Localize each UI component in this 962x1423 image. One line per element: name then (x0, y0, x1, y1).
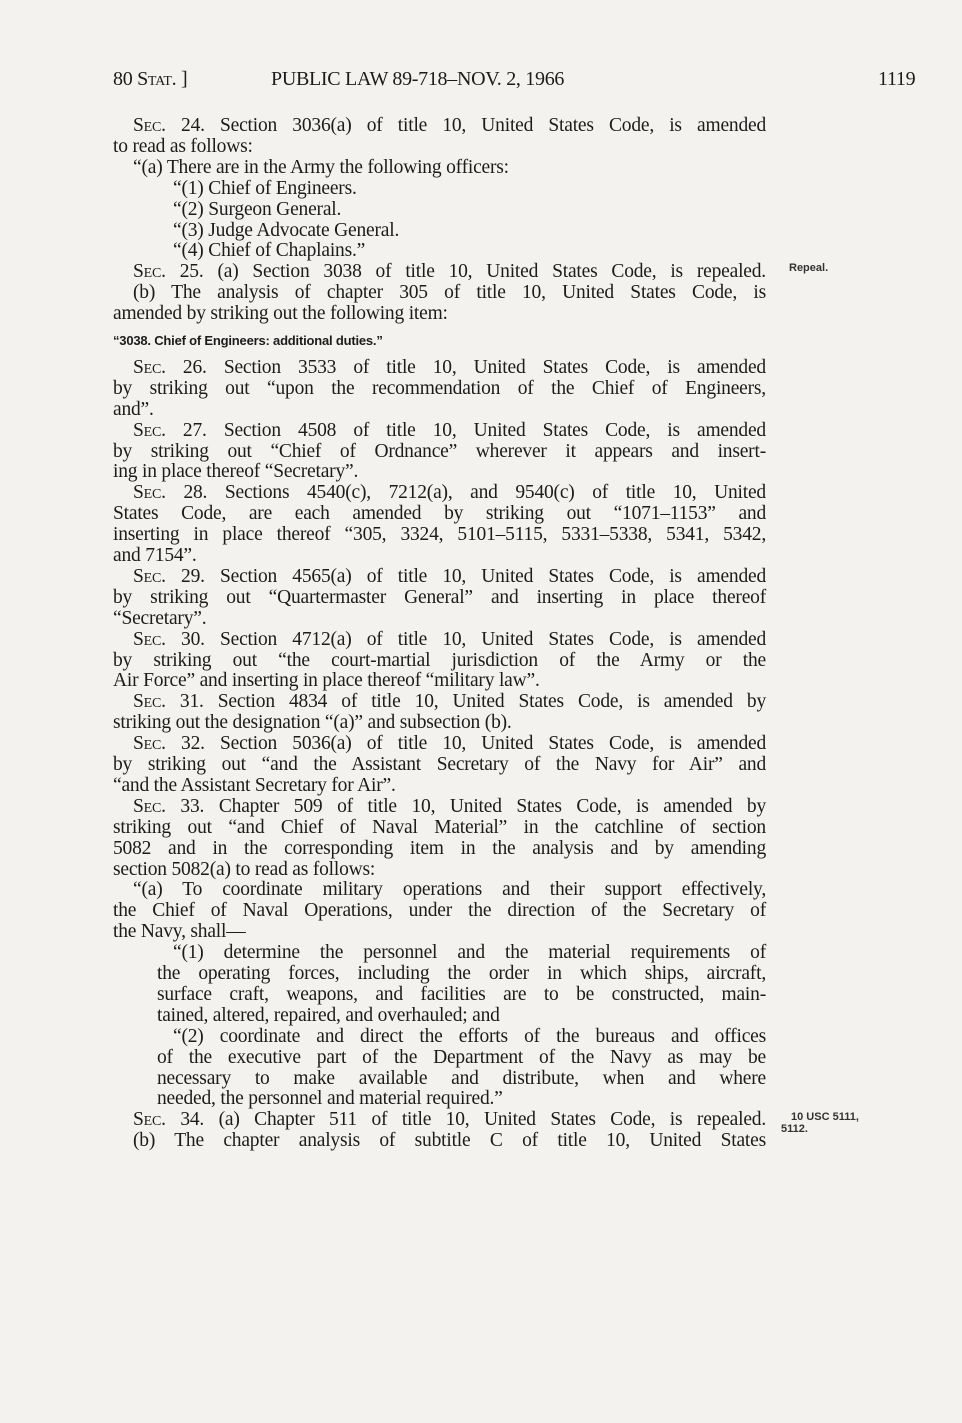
text-line (133, 282, 766, 304)
page-number: 1119 (878, 68, 916, 90)
running-header-left (113, 68, 187, 91)
line-text: “(1) Chief of Engineers. (173, 177, 357, 199)
line-text: of the executive part of the Department of the Navy as may be (157, 1046, 766, 1068)
line-text: striking out “and Chief of Naval Material” in the catchline of section (113, 816, 766, 838)
text-line (113, 378, 766, 400)
line-text: inserting in place thereof “305, 3324, 5101–5115, 5331–5338, 5341, 5342, (113, 524, 766, 546)
text-line (133, 566, 766, 588)
line-text: (b) The chapter analysis of subtitle C of title 10, United States (133, 1130, 766, 1152)
line-text: “(a) There are in the Army the following officers: (133, 156, 509, 178)
margin-note-usc-line2: 5112. (781, 1123, 808, 1135)
line-text: by striking out “the court-martial jurisdiction of the Army or the (113, 649, 766, 671)
line-text: Section 3533 of title 10, United States Code, is amended (206, 356, 766, 378)
text-line (133, 879, 766, 901)
text-line (157, 1047, 766, 1069)
running-header-title: PUBLIC LAW 89-718–NOV. 2, 1966 (271, 68, 565, 90)
margin-note-repeal: Repeal. (789, 262, 829, 274)
text-line (113, 303, 448, 325)
line-text: surface craft, weapons, and facilities are to be constructed, main- (157, 983, 766, 1005)
text-line (113, 817, 766, 839)
line-text: Section 3036(a) of title 10, United States Code, is amended (204, 115, 767, 136)
text-line (113, 545, 197, 567)
line-text: by striking out “Chief of Ordnance” wherever it appears and insert- (113, 440, 766, 462)
volume-number: 80 (113, 68, 133, 90)
line-text: striking out the designation “(a)” and subsection (b). (113, 712, 512, 734)
text-line (113, 587, 766, 609)
text-line (173, 240, 365, 262)
line-text: Sections 4540(c), 7212(a), and 9540(c) of title 10, United (207, 482, 766, 504)
line-text: “(1) determine the personnel and the material requirements of (173, 942, 766, 964)
text-line (173, 199, 341, 221)
text-line (157, 1005, 500, 1027)
text-line (133, 115, 766, 137)
text-line (113, 399, 154, 421)
text-line (133, 691, 766, 713)
line-text: Section 4712(a) of title 10, United States Code, is amended (204, 628, 767, 650)
line-text: (a) Section 3038 of title 10, United States Code, is repealed. (203, 261, 766, 283)
line-text: Section 5036(a) of title 10, United States Code, is amended (204, 733, 767, 755)
text-line (113, 900, 766, 922)
text-line (173, 1026, 766, 1048)
text-line (133, 261, 766, 283)
line-text: tained, altered, repaired, and overhauled; and (157, 1004, 500, 1026)
line-text: ing in place thereof “Secretary”. (113, 461, 359, 483)
text-line (157, 1068, 766, 1090)
text-line (133, 796, 766, 818)
text-line (133, 420, 766, 442)
section-label: Sec. 25. (133, 261, 204, 283)
text-line (133, 482, 766, 504)
section-label: Sec. 33. (133, 795, 205, 817)
text-line (173, 220, 399, 242)
line-text: to read as follows: (113, 135, 253, 157)
section-label: Sec. 28. (133, 482, 208, 504)
text-line (173, 942, 766, 964)
line-text: 5082 and in the corresponding item in the analysis and by amending (113, 837, 766, 859)
text-line (113, 775, 396, 797)
text-line (113, 608, 206, 630)
text-line (157, 984, 766, 1006)
line-text: “3038. Chief of Engineers: additional duties.” (113, 333, 383, 348)
text-line (113, 503, 766, 525)
section-label: Sec. 27. (133, 419, 207, 441)
line-text: needed, the personnel and material required.” (157, 1088, 503, 1110)
line-text: “(2) Surgeon General. (173, 198, 342, 220)
section-label: Sec. 31. (133, 691, 204, 713)
text-line (113, 754, 766, 776)
margin-note-usc (781, 1111, 859, 1135)
text-line (157, 1088, 503, 1110)
line-text: “(3) Judge Advocate General. (173, 219, 400, 241)
section-label: Sec. 30. (133, 628, 205, 650)
text-line (113, 650, 766, 672)
line-text: “and the Assistant Secretary for Air”. (113, 774, 396, 796)
text-line (113, 921, 246, 943)
text-line (113, 441, 766, 463)
section-label: Sec. 26. (133, 356, 207, 378)
text-line (113, 838, 766, 860)
line-text: and”. (113, 398, 154, 420)
text-line (113, 461, 358, 483)
line-text: and 7154”. (113, 545, 197, 566)
line-text: the operating forces, including the order in which ships, aircraft, (157, 963, 766, 984)
line-text: Section 4508 of title 10, United States Code, is amended (206, 419, 766, 441)
text-line (113, 712, 512, 734)
section-label: Sec. 32. (133, 733, 205, 755)
line-text: by striking out “Quartermaster General” and inserting in place thereof (113, 586, 766, 608)
line-text: Section 4565(a) of title 10, United States Code, is amended (204, 565, 767, 587)
line-text: Chapter 509 of title 10, United States Code, is amended by (204, 795, 766, 817)
line-text: by striking out “and the Assistant Secretary of the Navy for Air” and (113, 754, 766, 775)
line-text: “(4) Chief of Chaplains.” (173, 240, 366, 262)
text-line (113, 136, 253, 158)
section-label: Sec. 29. (133, 565, 205, 587)
margin-note-usc-line1: 10 USC 5111, (791, 1111, 859, 1123)
section-label: Sec. 24. (133, 115, 205, 136)
text-line (133, 733, 766, 755)
text-line (113, 524, 766, 546)
line-text: by striking out “upon the recommendation of the Chief of Engineers, (113, 377, 766, 399)
line-text: necessary to make available and distribute, when and where (157, 1067, 766, 1089)
text-line (133, 1109, 766, 1131)
line-text: “Secretary”. (113, 607, 207, 629)
line-text: Air Force” and inserting in place thereof “military law”. (113, 670, 540, 692)
line-text: (a) Chapter 511 of title 10, United States Code, is repealed. (204, 1109, 767, 1131)
text-line (113, 330, 383, 352)
line-text: “(2) coordinate and direct the efforts of the bureaus and offices (173, 1025, 766, 1047)
line-text: the Chief of Naval Operations, under the direction of the Secretary of (113, 900, 766, 922)
stat-label: Stat. ] (137, 68, 188, 90)
line-text: (b) The analysis of chapter 305 of title 10, United States Code, is (133, 282, 766, 304)
text-line (157, 963, 766, 985)
line-text: States Code, are each amended by striking out “1071–1153” and (113, 503, 766, 525)
text-line (133, 357, 766, 379)
section-label: Sec. 34. (133, 1109, 205, 1131)
text-line (133, 157, 509, 179)
text-line (113, 859, 375, 881)
line-text: the Navy, shall— (113, 921, 246, 943)
line-text: “(a) To coordinate military operations and their support effectively, (133, 879, 766, 901)
line-text: amended by striking out the following item: (113, 303, 448, 325)
line-text: Section 4834 of title 10, United States Code, is amended by (203, 691, 766, 713)
text-line (173, 178, 357, 200)
text-line (133, 629, 766, 651)
line-text: section 5082(a) to read as follows: (113, 858, 376, 880)
text-line (133, 1130, 766, 1152)
text-line (113, 670, 540, 692)
